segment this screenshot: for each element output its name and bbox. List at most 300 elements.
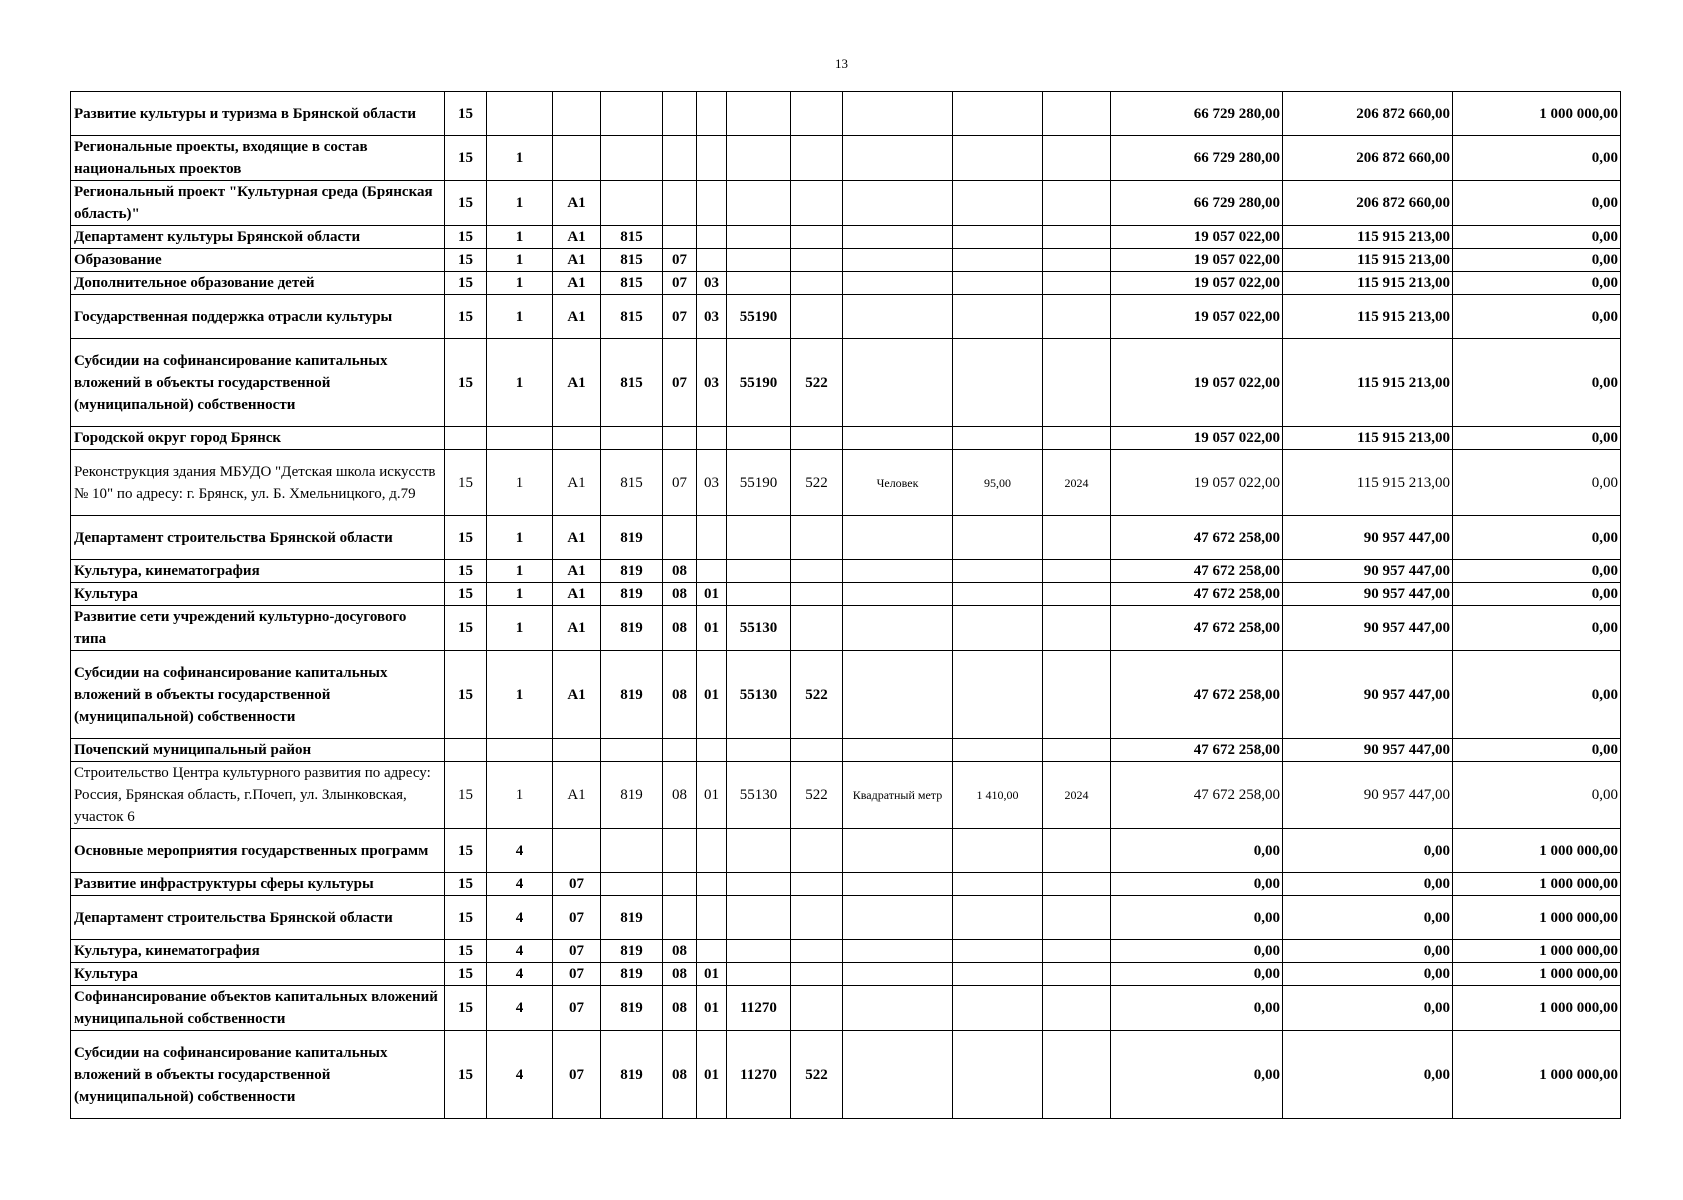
table-row bbox=[71, 450, 1621, 516]
capacity-value bbox=[953, 606, 1043, 651]
budget-table bbox=[70, 91, 1621, 1119]
grbs-code: 819 bbox=[601, 896, 663, 940]
expense-type-code bbox=[791, 136, 843, 181]
sum-year-3: 1 000 000,00 bbox=[1453, 1031, 1621, 1119]
completion-year bbox=[1043, 583, 1111, 606]
subprogram-code: 4 bbox=[487, 873, 553, 896]
sum-year-1: 19 057 022,00 bbox=[1111, 450, 1283, 516]
sum-year-1: 47 672 258,00 bbox=[1111, 739, 1283, 762]
grbs-code bbox=[601, 136, 663, 181]
expense-type-code: 522 bbox=[791, 762, 843, 829]
project-code: А1 bbox=[553, 606, 601, 651]
direction-code bbox=[727, 963, 791, 986]
row-name: Культура, кинематография bbox=[71, 560, 445, 583]
program-code: 15 bbox=[445, 249, 487, 272]
sum-year-2: 206 872 660,00 bbox=[1283, 181, 1453, 226]
row-name: Основные мероприятия государственных программ bbox=[71, 829, 445, 873]
sum-year-1: 66 729 280,00 bbox=[1111, 136, 1283, 181]
program-code: 15 bbox=[445, 136, 487, 181]
capacity-value bbox=[953, 739, 1043, 762]
sum-year-3: 0,00 bbox=[1453, 226, 1621, 249]
sum-year-3: 0,00 bbox=[1453, 651, 1621, 739]
section-code: 07 bbox=[663, 249, 697, 272]
sum-year-3: 1 000 000,00 bbox=[1453, 92, 1621, 136]
direction-code bbox=[727, 829, 791, 873]
table-row bbox=[71, 606, 1621, 651]
sum-year-2: 115 915 213,00 bbox=[1283, 249, 1453, 272]
grbs-code: 819 bbox=[601, 762, 663, 829]
section-code: 08 bbox=[663, 986, 697, 1031]
program-code: 15 bbox=[445, 963, 487, 986]
subsection-code bbox=[697, 249, 727, 272]
sum-year-1: 47 672 258,00 bbox=[1111, 606, 1283, 651]
grbs-code: 819 bbox=[601, 606, 663, 651]
subprogram-code: 1 bbox=[487, 583, 553, 606]
subprogram-code: 1 bbox=[487, 136, 553, 181]
completion-year bbox=[1043, 739, 1111, 762]
section-code bbox=[663, 896, 697, 940]
section-code bbox=[663, 516, 697, 560]
project-code bbox=[553, 829, 601, 873]
sum-year-3: 0,00 bbox=[1453, 450, 1621, 516]
sum-year-1: 19 057 022,00 bbox=[1111, 272, 1283, 295]
row-name: Городской округ город Брянск bbox=[71, 427, 445, 450]
row-name: Региональный проект "Культурная среда (Брянская область)" bbox=[71, 181, 445, 226]
capacity-value bbox=[953, 339, 1043, 427]
direction-code bbox=[727, 560, 791, 583]
sum-year-2: 115 915 213,00 bbox=[1283, 272, 1453, 295]
expense-type-code bbox=[791, 427, 843, 450]
sum-year-3: 1 000 000,00 bbox=[1453, 829, 1621, 873]
project-code: А1 bbox=[553, 181, 601, 226]
unit-of-measure bbox=[843, 226, 953, 249]
subprogram-code: 1 bbox=[487, 181, 553, 226]
project-code: 07 bbox=[553, 873, 601, 896]
completion-year bbox=[1043, 516, 1111, 560]
sum-year-1: 19 057 022,00 bbox=[1111, 295, 1283, 339]
project-code: А1 bbox=[553, 762, 601, 829]
expense-type-code bbox=[791, 92, 843, 136]
project-code: А1 bbox=[553, 295, 601, 339]
direction-code: 11270 bbox=[727, 986, 791, 1031]
table-row bbox=[71, 873, 1621, 896]
subprogram-code: 4 bbox=[487, 986, 553, 1031]
project-code bbox=[553, 739, 601, 762]
grbs-code: 815 bbox=[601, 249, 663, 272]
project-code: А1 bbox=[553, 583, 601, 606]
subprogram-code: 1 bbox=[487, 516, 553, 560]
sum-year-1: 0,00 bbox=[1111, 940, 1283, 963]
capacity-value bbox=[953, 272, 1043, 295]
capacity-value bbox=[953, 560, 1043, 583]
section-code bbox=[663, 873, 697, 896]
subprogram-code: 4 bbox=[487, 963, 553, 986]
sum-year-3: 0,00 bbox=[1453, 272, 1621, 295]
sum-year-3: 1 000 000,00 bbox=[1453, 940, 1621, 963]
unit-of-measure bbox=[843, 249, 953, 272]
subsection-code: 03 bbox=[697, 272, 727, 295]
subsection-code bbox=[697, 829, 727, 873]
capacity-value bbox=[953, 963, 1043, 986]
direction-code bbox=[727, 516, 791, 560]
expense-type-code bbox=[791, 516, 843, 560]
sum-year-1: 0,00 bbox=[1111, 873, 1283, 896]
sum-year-2: 115 915 213,00 bbox=[1283, 339, 1453, 427]
section-code: 07 bbox=[663, 450, 697, 516]
grbs-code: 819 bbox=[601, 963, 663, 986]
section-code bbox=[663, 181, 697, 226]
direction-code bbox=[727, 896, 791, 940]
capacity-value bbox=[953, 896, 1043, 940]
subsection-code: 01 bbox=[697, 963, 727, 986]
program-code bbox=[445, 739, 487, 762]
grbs-code: 819 bbox=[601, 560, 663, 583]
subsection-code: 01 bbox=[697, 651, 727, 739]
sum-year-2: 0,00 bbox=[1283, 963, 1453, 986]
grbs-code: 815 bbox=[601, 295, 663, 339]
capacity-value bbox=[953, 249, 1043, 272]
subprogram-code: 1 bbox=[487, 651, 553, 739]
program-code bbox=[445, 427, 487, 450]
grbs-code: 819 bbox=[601, 651, 663, 739]
grbs-code bbox=[601, 873, 663, 896]
sum-year-2: 115 915 213,00 bbox=[1283, 450, 1453, 516]
completion-year bbox=[1043, 226, 1111, 249]
section-code bbox=[663, 739, 697, 762]
sum-year-1: 0,00 bbox=[1111, 986, 1283, 1031]
sum-year-1: 0,00 bbox=[1111, 963, 1283, 986]
sum-year-3: 0,00 bbox=[1453, 249, 1621, 272]
expense-type-code bbox=[791, 606, 843, 651]
sum-year-1: 47 672 258,00 bbox=[1111, 516, 1283, 560]
unit-of-measure bbox=[843, 560, 953, 583]
unit-of-measure bbox=[843, 516, 953, 560]
completion-year: 2024 bbox=[1043, 762, 1111, 829]
sum-year-2: 90 957 447,00 bbox=[1283, 762, 1453, 829]
completion-year bbox=[1043, 92, 1111, 136]
sum-year-2: 0,00 bbox=[1283, 986, 1453, 1031]
capacity-value bbox=[953, 873, 1043, 896]
sum-year-3: 0,00 bbox=[1453, 606, 1621, 651]
subprogram-code: 4 bbox=[487, 896, 553, 940]
table-row bbox=[71, 1031, 1621, 1119]
table-row bbox=[71, 427, 1621, 450]
sum-year-1: 19 057 022,00 bbox=[1111, 249, 1283, 272]
expense-type-code bbox=[791, 739, 843, 762]
program-code: 15 bbox=[445, 606, 487, 651]
sum-year-2: 0,00 bbox=[1283, 873, 1453, 896]
project-code: А1 bbox=[553, 516, 601, 560]
row-name: Развитие инфраструктуры сферы культуры bbox=[71, 873, 445, 896]
grbs-code bbox=[601, 92, 663, 136]
unit-of-measure bbox=[843, 896, 953, 940]
section-code: 08 bbox=[663, 560, 697, 583]
grbs-code bbox=[601, 181, 663, 226]
expense-type-code bbox=[791, 940, 843, 963]
completion-year bbox=[1043, 181, 1111, 226]
sum-year-1: 66 729 280,00 bbox=[1111, 181, 1283, 226]
capacity-value bbox=[953, 1031, 1043, 1119]
grbs-code bbox=[601, 829, 663, 873]
direction-code bbox=[727, 272, 791, 295]
program-code: 15 bbox=[445, 450, 487, 516]
unit-of-measure bbox=[843, 829, 953, 873]
completion-year bbox=[1043, 295, 1111, 339]
direction-code: 55130 bbox=[727, 606, 791, 651]
subsection-code: 01 bbox=[697, 986, 727, 1031]
section-code bbox=[663, 92, 697, 136]
program-code: 15 bbox=[445, 583, 487, 606]
completion-year bbox=[1043, 940, 1111, 963]
section-code: 08 bbox=[663, 963, 697, 986]
completion-year bbox=[1043, 1031, 1111, 1119]
project-code: 07 bbox=[553, 986, 601, 1031]
subsection-code: 03 bbox=[697, 450, 727, 516]
table-row bbox=[71, 739, 1621, 762]
expense-type-code bbox=[791, 896, 843, 940]
project-code: А1 bbox=[553, 249, 601, 272]
sum-year-3: 1 000 000,00 bbox=[1453, 963, 1621, 986]
capacity-value bbox=[953, 651, 1043, 739]
subprogram-code: 1 bbox=[487, 272, 553, 295]
grbs-code: 819 bbox=[601, 940, 663, 963]
table-row bbox=[71, 583, 1621, 606]
program-code: 15 bbox=[445, 829, 487, 873]
sum-year-1: 19 057 022,00 bbox=[1111, 427, 1283, 450]
grbs-code bbox=[601, 739, 663, 762]
subprogram-code bbox=[487, 92, 553, 136]
completion-year bbox=[1043, 651, 1111, 739]
sum-year-3: 1 000 000,00 bbox=[1453, 873, 1621, 896]
sum-year-3: 0,00 bbox=[1453, 295, 1621, 339]
project-code: А1 bbox=[553, 272, 601, 295]
project-code bbox=[553, 92, 601, 136]
expense-type-code bbox=[791, 873, 843, 896]
subsection-code: 01 bbox=[697, 583, 727, 606]
unit-of-measure bbox=[843, 651, 953, 739]
subsection-code bbox=[697, 560, 727, 583]
unit-of-measure bbox=[843, 986, 953, 1031]
table-row bbox=[71, 272, 1621, 295]
subprogram-code: 1 bbox=[487, 450, 553, 516]
sum-year-3: 0,00 bbox=[1453, 427, 1621, 450]
expense-type-code: 522 bbox=[791, 339, 843, 427]
capacity-value bbox=[953, 427, 1043, 450]
program-code: 15 bbox=[445, 762, 487, 829]
program-code: 15 bbox=[445, 873, 487, 896]
project-code: А1 bbox=[553, 651, 601, 739]
sum-year-3: 1 000 000,00 bbox=[1453, 986, 1621, 1031]
table-row bbox=[71, 339, 1621, 427]
section-code: 07 bbox=[663, 295, 697, 339]
unit-of-measure bbox=[843, 272, 953, 295]
project-code: 07 bbox=[553, 963, 601, 986]
direction-code bbox=[727, 92, 791, 136]
completion-year bbox=[1043, 986, 1111, 1031]
capacity-value: 1 410,00 bbox=[953, 762, 1043, 829]
sum-year-3: 0,00 bbox=[1453, 739, 1621, 762]
subprogram-code: 1 bbox=[487, 339, 553, 427]
direction-code: 55190 bbox=[727, 450, 791, 516]
row-name: Софинансирование объектов капитальных вложений муниципальной собственности bbox=[71, 986, 445, 1031]
project-code: А1 bbox=[553, 339, 601, 427]
sum-year-3: 0,00 bbox=[1453, 560, 1621, 583]
sum-year-2: 0,00 bbox=[1283, 829, 1453, 873]
row-name: Субсидии на софинансирование капитальных вложений в объекты государственной (муниципальной) собственности bbox=[71, 339, 445, 427]
subprogram-code: 4 bbox=[487, 940, 553, 963]
subsection-code bbox=[697, 873, 727, 896]
row-name: Развитие культуры и туризма в Брянской области bbox=[71, 92, 445, 136]
unit-of-measure: Человек bbox=[843, 450, 953, 516]
section-code: 08 bbox=[663, 583, 697, 606]
sum-year-2: 0,00 bbox=[1283, 896, 1453, 940]
unit-of-measure bbox=[843, 295, 953, 339]
program-code: 15 bbox=[445, 339, 487, 427]
subprogram-code: 1 bbox=[487, 295, 553, 339]
capacity-value bbox=[953, 226, 1043, 249]
unit-of-measure bbox=[843, 339, 953, 427]
grbs-code: 815 bbox=[601, 339, 663, 427]
sum-year-1: 66 729 280,00 bbox=[1111, 92, 1283, 136]
expense-type-code bbox=[791, 963, 843, 986]
capacity-value bbox=[953, 516, 1043, 560]
table-row bbox=[71, 226, 1621, 249]
section-code bbox=[663, 829, 697, 873]
expense-type-code bbox=[791, 249, 843, 272]
grbs-code: 819 bbox=[601, 516, 663, 560]
project-code bbox=[553, 136, 601, 181]
direction-code bbox=[727, 940, 791, 963]
direction-code: 55190 bbox=[727, 339, 791, 427]
section-code: 08 bbox=[663, 651, 697, 739]
completion-year bbox=[1043, 896, 1111, 940]
completion-year bbox=[1043, 963, 1111, 986]
sum-year-2: 115 915 213,00 bbox=[1283, 226, 1453, 249]
table-row bbox=[71, 986, 1621, 1031]
unit-of-measure: Квадратный метр bbox=[843, 762, 953, 829]
unit-of-measure bbox=[843, 873, 953, 896]
sum-year-1: 47 672 258,00 bbox=[1111, 651, 1283, 739]
sum-year-1: 0,00 bbox=[1111, 1031, 1283, 1119]
section-code: 07 bbox=[663, 339, 697, 427]
program-code: 15 bbox=[445, 295, 487, 339]
direction-code bbox=[727, 226, 791, 249]
subsection-code: 03 bbox=[697, 339, 727, 427]
sum-year-2: 206 872 660,00 bbox=[1283, 136, 1453, 181]
completion-year bbox=[1043, 339, 1111, 427]
grbs-code: 815 bbox=[601, 226, 663, 249]
subprogram-code: 1 bbox=[487, 606, 553, 651]
section-code: 08 bbox=[663, 940, 697, 963]
sum-year-3: 0,00 bbox=[1453, 181, 1621, 226]
table-row bbox=[71, 516, 1621, 560]
completion-year: 2024 bbox=[1043, 450, 1111, 516]
project-code: А1 bbox=[553, 560, 601, 583]
row-name: Почепский муниципальный район bbox=[71, 739, 445, 762]
expense-type-code: 522 bbox=[791, 651, 843, 739]
sum-year-1: 19 057 022,00 bbox=[1111, 339, 1283, 427]
expense-type-code bbox=[791, 272, 843, 295]
row-name: Региональные проекты, входящие в состав национальных проектов bbox=[71, 136, 445, 181]
subprogram-code: 1 bbox=[487, 249, 553, 272]
expense-type-code: 522 bbox=[791, 1031, 843, 1119]
expense-type-code: 522 bbox=[791, 450, 843, 516]
unit-of-measure bbox=[843, 739, 953, 762]
subsection-code bbox=[697, 226, 727, 249]
row-name: Культура bbox=[71, 583, 445, 606]
subprogram-code: 4 bbox=[487, 829, 553, 873]
sum-year-1: 0,00 bbox=[1111, 896, 1283, 940]
page-number: 13 bbox=[835, 56, 848, 71]
sum-year-1: 19 057 022,00 bbox=[1111, 226, 1283, 249]
completion-year bbox=[1043, 136, 1111, 181]
table-row bbox=[71, 940, 1621, 963]
completion-year bbox=[1043, 829, 1111, 873]
table-row bbox=[71, 896, 1621, 940]
program-code: 15 bbox=[445, 181, 487, 226]
program-code: 15 bbox=[445, 226, 487, 249]
subprogram-code: 4 bbox=[487, 1031, 553, 1119]
table-row bbox=[71, 295, 1621, 339]
section-code: 08 bbox=[663, 762, 697, 829]
project-code: 07 bbox=[553, 896, 601, 940]
capacity-value bbox=[953, 136, 1043, 181]
sum-year-2: 0,00 bbox=[1283, 940, 1453, 963]
sum-year-3: 0,00 bbox=[1453, 136, 1621, 181]
row-name: Развитие сети учреждений культурно-досугового типа bbox=[71, 606, 445, 651]
section-code: 08 bbox=[663, 1031, 697, 1119]
row-name: Реконструкция здания МБУДО "Детская школа искусств № 10" по адресу: г. Брянск, ул. Б. Хмельницкого, д.79 bbox=[71, 450, 445, 516]
expense-type-code bbox=[791, 560, 843, 583]
sum-year-1: 47 672 258,00 bbox=[1111, 583, 1283, 606]
table-row bbox=[71, 560, 1621, 583]
unit-of-measure bbox=[843, 427, 953, 450]
subsection-code bbox=[697, 427, 727, 450]
expense-type-code bbox=[791, 226, 843, 249]
row-name: Культура bbox=[71, 963, 445, 986]
completion-year bbox=[1043, 873, 1111, 896]
capacity-value: 95,00 bbox=[953, 450, 1043, 516]
sum-year-3: 1 000 000,00 bbox=[1453, 896, 1621, 940]
sum-year-2: 90 957 447,00 bbox=[1283, 606, 1453, 651]
table-row bbox=[71, 963, 1621, 986]
sum-year-1: 0,00 bbox=[1111, 829, 1283, 873]
program-code: 15 bbox=[445, 272, 487, 295]
grbs-code bbox=[601, 427, 663, 450]
direction-code: 55130 bbox=[727, 762, 791, 829]
expense-type-code bbox=[791, 583, 843, 606]
program-code: 15 bbox=[445, 1031, 487, 1119]
sum-year-2: 90 957 447,00 bbox=[1283, 739, 1453, 762]
row-name: Субсидии на софинансирование капитальных вложений в объекты государственной (муниципальной) собственности bbox=[71, 651, 445, 739]
direction-code: 55190 bbox=[727, 295, 791, 339]
completion-year bbox=[1043, 560, 1111, 583]
program-code: 15 bbox=[445, 940, 487, 963]
sum-year-2: 115 915 213,00 bbox=[1283, 295, 1453, 339]
direction-code: 11270 bbox=[727, 1031, 791, 1119]
section-code: 07 bbox=[663, 272, 697, 295]
row-name: Департамент строительства Брянской области bbox=[71, 516, 445, 560]
row-name: Культура, кинематография bbox=[71, 940, 445, 963]
unit-of-measure bbox=[843, 940, 953, 963]
sum-year-1: 47 672 258,00 bbox=[1111, 762, 1283, 829]
subprogram-code: 1 bbox=[487, 226, 553, 249]
row-name: Департамент строительства Брянской области bbox=[71, 896, 445, 940]
program-code: 15 bbox=[445, 560, 487, 583]
sum-year-3: 0,00 bbox=[1453, 762, 1621, 829]
program-code: 15 bbox=[445, 92, 487, 136]
subsection-code: 01 bbox=[697, 762, 727, 829]
